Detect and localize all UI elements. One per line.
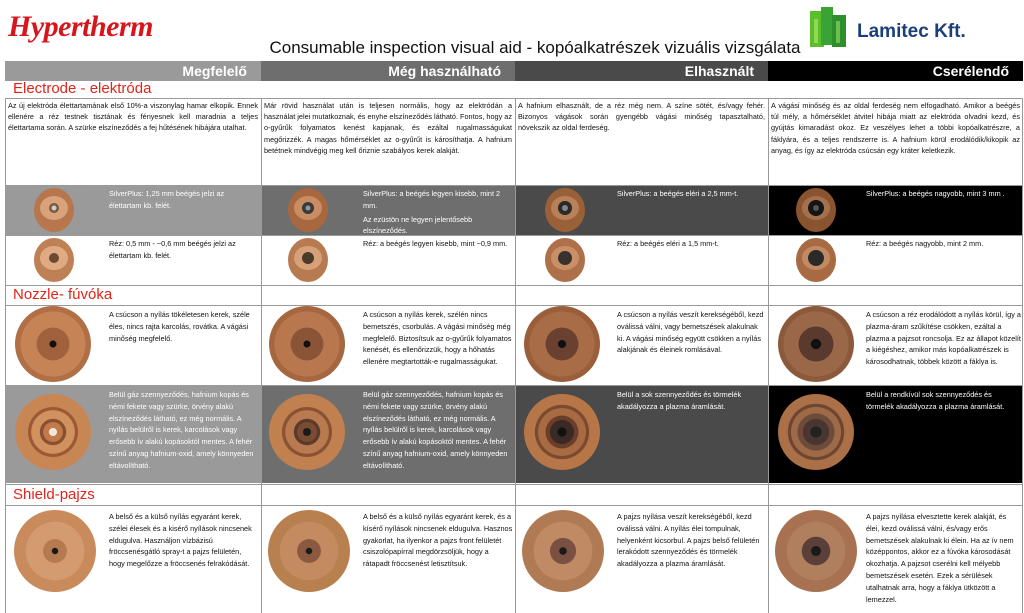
- shield-desc-worn: A pajzs nyílása veszít kerekségéből, kezd oválissá válni. A nyílás élei tompulnak, helyenként kicsorbul. A pajzs belső felületén lerakódott szennyeződés és törmelék akadályozza a plazma áramlását.: [617, 512, 760, 569]
- electrode-copper-usable: Réz: a beégés legyen kisebb, mint ~0,9 mm.: [363, 239, 508, 248]
- electrode-photo-copper-good: [30, 236, 78, 284]
- nozzle-outer-replace: A csúcson a réz erodálódott a nyílás körül, így a plazma-áram szűkítése csökken, ezáltal a plazma a pajzsot roncsolja. Ez az állapot közelít a kiégéshez, amikor más kopóalkatrészek is károsodhatnak, többek között a fáklya is.: [866, 310, 1021, 367]
- grid-line: [5, 305, 1023, 306]
- electrode-photo-silverplus-replace: [792, 186, 840, 234]
- grid-line: [5, 505, 1023, 506]
- nozzle-photo-inner-good: [15, 394, 91, 470]
- nozzle-inner-good: Belül gáz szennyeződés, hafnium kopás és némi fekete vagy szürke, örvény alakú elszíneződés látható, ez még normális. A nyílás belülről is kerek, karcolások vagy erősebb ív alakú kopásoktól mentes. A fehér színű anyag hafnium-oxid, amely könnyeden eltávolítható.: [109, 390, 254, 470]
- electrode-silverplus-note: Az ezüstön ne legyen jelentősebb elszíneződés.: [363, 214, 473, 236]
- nozzle-outer-worn: A csúcson a nyílás veszít kerekségéből, kezd oválissá válni, vagy bemetszések alakulnak ki. A vágási minőség együtt csökken a nyílás alakjának és éleinek romlásával.: [617, 310, 764, 355]
- nozzle-photo-inner-usable: [269, 394, 345, 470]
- nozzle-inner-usable: Belül gáz szennyeződés, hafnium kopás és némi fekete vagy szürke, örvény alakú elszíneződés látható, ez még normális. A nyílás belülről is kerek, karcolások vagy erősebb ív alakú kopásoktól mentes. A fehér színű anyag hafnium-oxid, amely könnyeden eltávolítható.: [363, 390, 508, 470]
- shield-desc-replace: A pajzs nyílása elvesztette kerek alakját, és élei, kezd oválissá válni, és/vagy erős bemetszések alakulnak ki élein. Ha az ív nem középpontos, akkor ez a fúvóka károsodását okozhatja. A pajzsot cserélni kell mélyebb bemetszések esetén. Ezek a sérülések utalhatnak arra, hogy a fáklya ütközött a lemezzel.: [866, 512, 1014, 604]
- electrode-desc-usable: Már rövid használat után is teljesen normális, hogy az elektródán a használat jelei mutatkoznak, és enyhe elszíneződés látható. Fontos, hogy az o-gyűrűk folyamatos kenést kapjanak, és ezáltal rugalmasságukat megőrizzék. A magas hőmérséklet az o-gyűrűt is károsíthatja. A hafnium betétnek mindvégig meg kell őriznie szabályos kerek alakját.: [264, 101, 512, 155]
- electrode-photo-copper-usable: [284, 236, 332, 284]
- column-header-replace: Cserélendő: [768, 61, 1023, 81]
- grid-line: [5, 98, 6, 613]
- shield-photo-worn: [522, 510, 604, 592]
- page-title: Consumable inspection visual aid - kopóalkatrészek vizuális vizsgálata: [269, 38, 801, 57]
- column-header-worn: Elhasznált: [515, 61, 768, 81]
- electrode-desc-good: Az új elektróda élettartamának első 10%-a viszonylag hamar elkopik. Ennek ellenére a réz testnek tisztának és fényesnek kell maradnia a teljes élettartama során. A szürke elszíneződés a fej hűtésének hibájára utalhat.: [8, 101, 258, 133]
- electrode-silverplus-good: SilverPlus: 1,25 mm beégés jelzi az élettartam kb. felét.: [109, 189, 225, 210]
- grid-line: [5, 285, 1023, 286]
- grid-line: [5, 235, 1023, 236]
- grid-line: [261, 98, 262, 613]
- electrode-photo-silverplus-usable: [284, 186, 332, 234]
- section-title-nozzle: Nozzle- fúvóka: [13, 286, 113, 303]
- column-header-usable: Még használható: [261, 61, 515, 81]
- nozzle-photo-outer-usable: [269, 306, 345, 382]
- shield-desc-good: A belső és a külső nyílás egyaránt kerek, szélei élesek és a kisérő nyílások nincsenek eldugulva. Használjon vízbázisú fröccsenésgátló spray-t a pajzs felületén, hogy megelőzze a fröccsenés felrakódását.: [109, 512, 252, 569]
- lamitec-brand: Lamitec Kft.: [857, 21, 966, 42]
- nozzle-inner-worn: Belül a sok szennyeződés és törmelék akadályozza a plazma áramlását.: [617, 390, 742, 411]
- hypertherm-logo: Hypertherm: [8, 10, 153, 43]
- electrode-silverplus-worn: SilverPlus: a beégés eléri a 2,5 mm-t.: [617, 189, 739, 198]
- electrode-copper-good: Réz: 0,5 mm - ~0,6 mm beégés jelzi az élettartam kb. felét.: [109, 239, 236, 260]
- electrode-photo-copper-worn: [541, 236, 589, 284]
- electrode-silverplus-replace: SilverPlus: a beégés nagyobb, mint 3 mm .: [866, 189, 1005, 198]
- electrode-copper-replace: Réz: a beégés nagyobb, mint 2 mm.: [866, 239, 984, 248]
- nozzle-inner-replace: Belül a rendkívül sok szennyeződés és törmelék akadályozza a plazma áramlását.: [866, 390, 1005, 411]
- nozzle-photo-inner-worn: [524, 394, 600, 470]
- nozzle-outer-good: A csúcson a nyílás tökéletesen kerek, széle éles, nincs rajta karcolás, rovátka. A vágási minőség megfelelő.: [109, 310, 250, 343]
- nozzle-photo-outer-replace: [778, 306, 854, 382]
- electrode-description-row: [5, 98, 1023, 185]
- grid-line: [768, 98, 769, 613]
- section-title-electrode: Electrode - elektróda: [13, 80, 152, 97]
- lamitec-logo-icon: [808, 5, 848, 49]
- nozzle-photo-outer-good: [15, 306, 91, 382]
- grid-line: [1022, 98, 1023, 613]
- electrode-photo-silverplus-good: [30, 186, 78, 234]
- nozzle-outer-usable: A csúcson a nyílás kerek, szélén nincs bemetszés, csorbulás. A vágási minőség még megfelelő. Biztosítsuk az o-gyűrűk folyamatos kenését, és ellenőrizzük, hogy a hőhatás ellenére megtartották-e rugalmasságukat.: [363, 310, 512, 367]
- electrode-desc-replace: A vágási minőség és az oldal ferdeség nem elfogadható. Amikor a beégés túl mély, a hőmérséklet átvitel hibája miatt az elektróda olvadni kezd, és gyújtás kimaradást okoz. Ez veszélyes lehet a többi kopóalkatrészre, a fáklyára, és a teljes rendszerre is. A hafnium körül erodálódik/kikopik az anyag, és így az elektróda csúcsán egy kráter keletkezik.: [771, 101, 1020, 155]
- nozzle-photo-outer-worn: [524, 306, 600, 382]
- section-title-shield: Shield-pajzs: [13, 486, 95, 503]
- column-header-good: Megfelelő: [5, 61, 261, 81]
- shield-photo-replace: [775, 510, 857, 592]
- shield-photo-usable: [268, 510, 350, 592]
- electrode-desc-worn: A hafnium elhasznált, de a réz még nem. A színe sötét, és/vagy fehér. Bizonyos vágások során gyengébb vágási minőség tapasztalható, növekszik az oldal ferdeség.: [518, 101, 765, 133]
- grid-line: [515, 98, 516, 613]
- grid-line: [5, 484, 1023, 485]
- electrode-silverplus-usable: SilverPlus: a beégés legyen kisebb, mint 2 mm. Az ezüstön ne legyen jelentősebb elszíneződés.: [363, 188, 511, 237]
- grid-line: [5, 385, 1023, 386]
- grid-line: [5, 185, 1023, 186]
- nozzle-photo-inner-replace: [778, 394, 854, 470]
- electrode-photo-silverplus-worn: [541, 186, 589, 234]
- shield-photo-good: [14, 510, 96, 592]
- electrode-copper-worn: Réz: a beégés eléri a 1,5 mm-t.: [617, 239, 719, 248]
- shield-desc-usable: A belső és a külső nyílás egyaránt kerek, és a kísérő nyílások nincsenek eldugulva. Hasznos gyakorlat, ha ilyenkor a pajzs front felületét csiszolópapírral megdörzsöljük, hogy a rátapadt fröccsenést letisztítsuk.: [363, 512, 513, 569]
- electrode-photo-copper-replace: [792, 236, 840, 284]
- grid-line: [5, 98, 1023, 99]
